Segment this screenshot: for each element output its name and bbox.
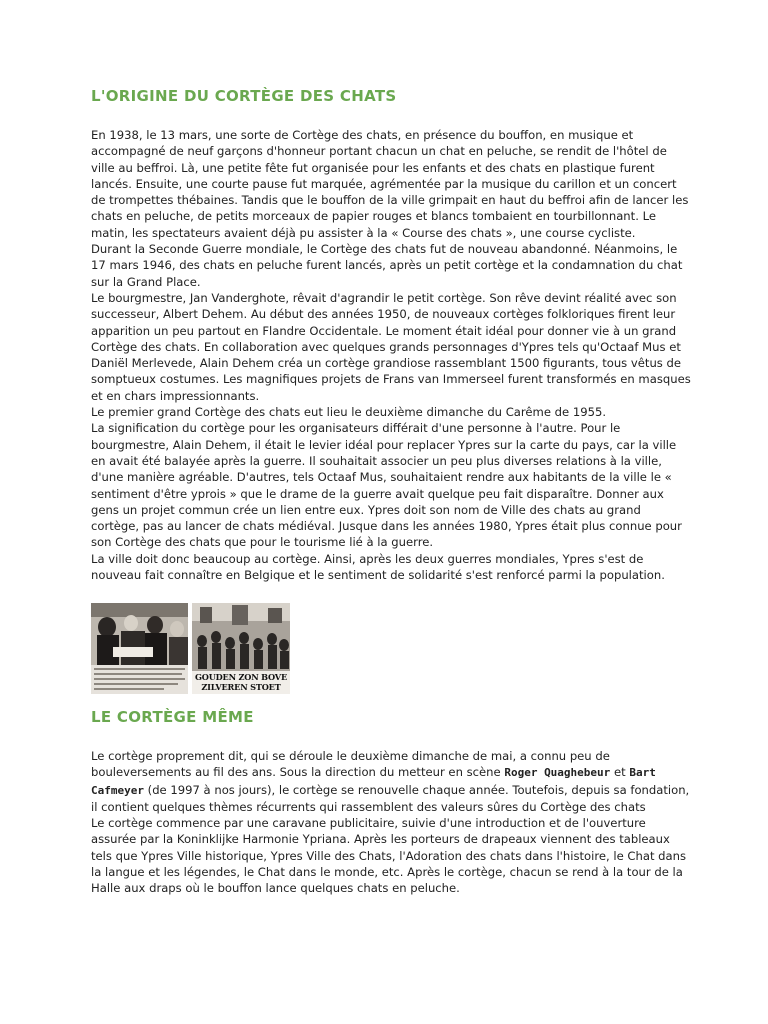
paragraph: Le cortège commence par une caravane publicitaire, suivie d'une introduction et de l'ouverture assurée par la Koninklijke Harmonie Ypriana. Après les porteurs de drapeaux viennent des tableaux tels que Ypres Ville historique, Ypres Ville des Chats, l'Adoration des chats dans l'histoire, le Chat dans la langue et les légendes, le Chat dans le monde, etc. Après le cortège, chacun se rend à la tour de la Halle aux draps où le bouffon lance quelques chats en peluche. xyxy=(91,816,687,896)
paragraph: La signification du cortège pour les organisateurs différait d'une personne à l'autre. Pour le bourgmestre, Alain Dehem, il était le levier idéal pour replacer Ypres sur la carte du pays, car la ville en avait été balayée après la guerre. Il souhaitait associer un peu plus diverses relations à la ville, d'une manière agréable. D'autres, tels Octaaf Mus, souhaitaient rendre aux habitants de la ville le « sentiment d'être yprois » que le drame de la guerre avait quelque peu fait disparaître. Donner aux gens un projet commun crée un lien entre eux. Ypres doit son nom de Ville des chats au grand cortège, pas au lancer de chats médiéval. Jusque dans les années 1980, Ypres était plus connue pour son Cortège des chats que pour le tourisme lié à la guerre. xyxy=(91,421,682,550)
text-run: et xyxy=(610,765,630,780)
paragraph xyxy=(91,748,691,815)
paragraph: En 1938, le 13 mars, une sorte de Cortège des chats, en présence du bouffon, en musique et accompagné de neuf garçons d'honneur portant chacun un chat en peluche, se rendit de l'hôtel de ville au beffroi. Là, une petite fête fut organisée pour les enfants et des chats en plastique furent lancés. Ensuite, une courte pause fut marquée, agrémentée par la musique du carillon et un concert de trompettes thébaines. Tandis que le bouffon de la ville grimpait en haut du beffroi afin de lancer les chats en peluche, de petits morceaux de papier rouges et blancs tombaient en tourbillonnant. Le matin, les spectateurs avaient déjà pu assister à la « Course des chats », une course cycliste. xyxy=(91,128,689,240)
parade-photo xyxy=(192,603,290,694)
newspaper-photo xyxy=(91,603,188,694)
section-body-procession xyxy=(91,748,691,897)
photo-caption-line: GOUDEN ZON BOVE xyxy=(194,672,288,682)
text-run: (de 1997 à nos jours), le cortège se renouvelle chaque année. Toutefois, depuis sa fondation, il contient quelques thèmes récurrents qui rassemblent des valeurs sûres du Cortège des chats xyxy=(91,782,690,814)
paragraph: Le premier grand Cortège des chats eut lieu le deuxième dimanche du Carême de 1955. xyxy=(91,405,607,420)
director-name: Roger Quaghebeur xyxy=(504,766,611,780)
paragraph: Le bourgmestre, Jan Vanderghote, rêvait d'agrandir le petit cortège. Son rêve devint réalité avec son successeur, Albert Dehem. Au début des années 1950, de nouveaux cortèges folkloriques firent leur apparition un peu partout en Flandre Occidentale. Le moment était idéal pour donner vie à un grand Cortège des chats. En collaboration avec quelques grands personnages d'Ypres tels qu'Octaaf Mus et Daniël Merlevede, Alain Dehem créa un cortège grandiose rassemblant 1500 figurants, tous vêtus de somptueux costumes. Les magnifiques projets de Frans van Immerseel furent transformés en masques et en chars impressionnants. xyxy=(91,290,691,403)
section-heading-origin: L'ORIGINE DU CORTÈGE DES CHATS xyxy=(91,87,397,105)
paragraph: La ville doit donc beaucoup au cortège. Ainsi, après les deux guerres mondiales, Ypres s'est de nouveau fait connaître en Belgique et le sentiment de solidarité s'est renforcé parmi la population. xyxy=(91,551,665,583)
section-body-origin xyxy=(91,127,691,583)
paragraph: Durant la Seconde Guerre mondiale, le Cortège des chats fut de nouveau abandonné. Néanmoins, le 17 mars 1946, des chats en peluche furent lancés, après un petit cortège et la condamnation du chat sur la Grand Place. xyxy=(91,242,683,289)
text-run: Le cortège proprement dit, qui se déroule le deuxième dimanche de mai, a connu peu de bouleversements au fil des ans. Sous la direction du metteur en scène xyxy=(91,749,610,780)
director-name: Bart Cafmeyer xyxy=(91,766,656,797)
photo-caption-line: ZILVEREN STOET xyxy=(201,682,281,692)
section-heading-procession: LE CORTÈGE MÊME xyxy=(91,708,254,726)
